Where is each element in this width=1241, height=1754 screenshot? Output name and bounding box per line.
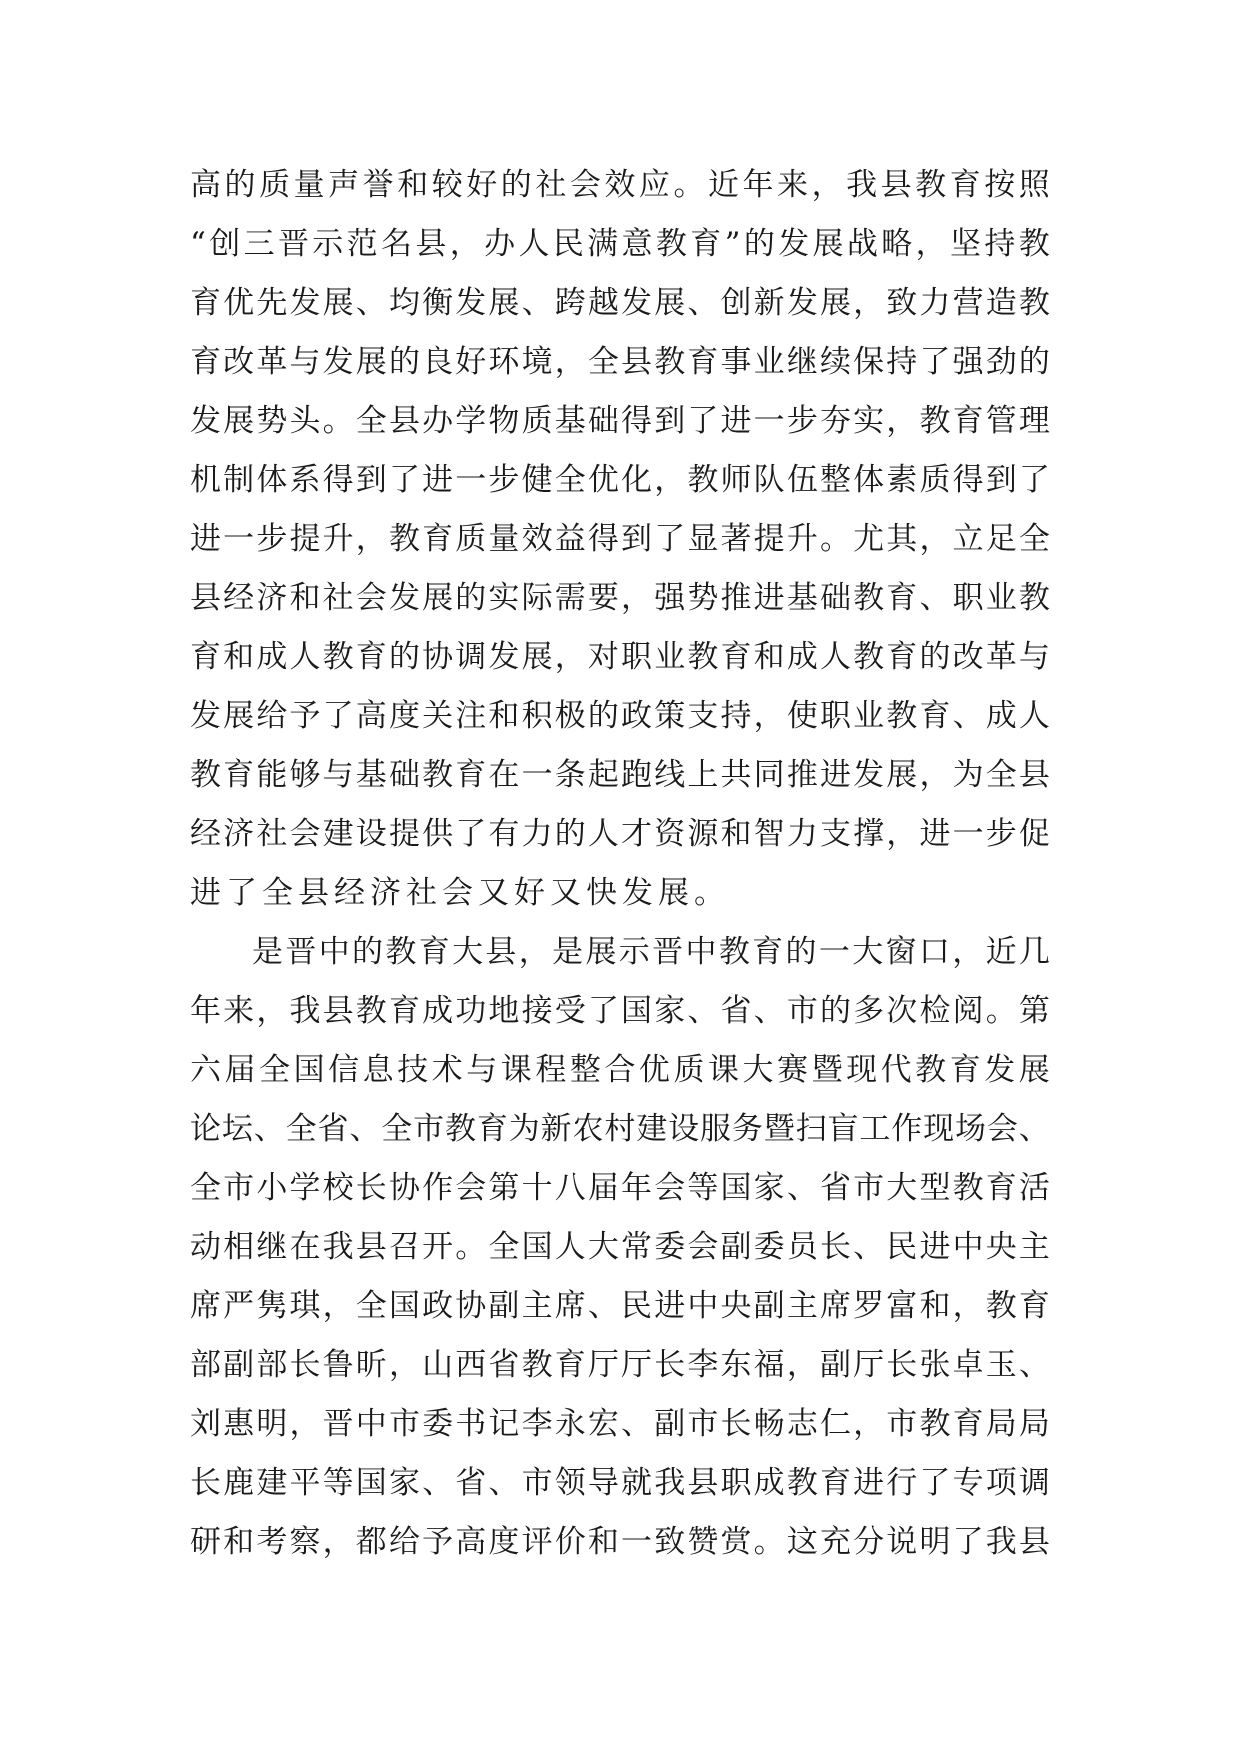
- text-line: 机 制 体 系 得 到 了 进 一 步 健 全 优 化 ， 教 师 队 伍 整 体 素 质 得 到 了: [190, 462, 1050, 498]
- text-line: 发 展 势 头 。 全 县 办 学 物 质 基 础 得 到 了 进 一 步 夯 实 ， 教 育 管 理: [190, 403, 1050, 439]
- body-text: [190, 156, 1050, 1572]
- text-line: 进 一 步 提 升 ， 教 育 质 量 效 益 得 到 了 显 著 提 升 。 尤 其 ， 立 足 全: [190, 521, 1050, 557]
- text-line: 动 相 继 在 我 县 召 开 。 全 国 人 大 常 委 会 副 委 员 长 、 民 进 中 央 主: [190, 1229, 1050, 1265]
- text-line: 经 济 社 会 建 设 提 供 了 有 力 的 人 才 资 源 和 智 力 支 撑 ， 进 一 步 促: [190, 816, 1050, 852]
- text-line: 刘 惠 明 ， 晋 中 市 委 书 记 李 永 宏 、 副 市 长 畅 志 仁 ， 市 教 育 局 局: [190, 1406, 1050, 1442]
- paragraph-end-line: 进了全县经济社会又好又快发展。: [190, 875, 730, 911]
- text-line: 研 和 考 察 ， 都 给 予 高 度 评 价 和 一 致 赞 赏 。 这 充 分 说 明 了 我 县: [190, 1524, 1050, 1560]
- text-line: 六 届 全 国 信 息 技 术 与 课 程 整 合 优 质 课 大 赛 暨 现 代 教 育 发 展: [190, 1052, 1050, 1088]
- text-line: 发 展 给 予 了 高 度 关 注 和 积 极 的 政 策 支 持 ， 使 职 业 教 育 、 成 人: [190, 698, 1050, 734]
- text-line: 长 鹿 建 平 等 国 家 、 省 、 市 领 导 就 我 县 职 成 教 育 进 行 了 专 项 调: [190, 1465, 1050, 1501]
- text-line: 县 经 济 和 社 会 发 展 的 实 际 需 要 ， 强 势 推 进 基 础 教 育 、 职 业 教: [190, 580, 1050, 616]
- text-line: “ 创 三 晋 示 范 名 县 ， 办 人 民 满 意 教 育 ” 的 发 展 战 略 ， 坚 持 教: [190, 226, 1050, 262]
- text-line: 育 优 先 发 展 、 均 衡 发 展 、 跨 越 发 展 、 创 新 发 展 ， 致 力 营 造 教: [190, 285, 1050, 321]
- text-line: 部 副 部 长 鲁 昕 ， 山 西 省 教 育 厅 厅 长 李 东 福 ， 副 厅 长 张 卓 玉 、: [190, 1347, 1050, 1383]
- text-line: 全 市 小 学 校 长 协 作 会 第 十 八 届 年 会 等 国 家 、 省 市 大 型 教 育 活: [190, 1170, 1050, 1206]
- text-line: 高 的 质 量 声 誉 和 较 好 的 社 会 效 应 。 近 年 来 ， 我 县 教 育 按 照: [190, 167, 1050, 203]
- paragraph-start-line: 是 晋 中 的 教 育 大 县 ， 是 展 示 晋 中 教 育 的 一 大 窗 口 ， 近 几: [252, 934, 1050, 970]
- text-line: 席 严 隽 琪 ， 全 国 政 协 副 主 席 、 民 进 中 央 副 主 席 罗 富 和 ， 教 育: [190, 1288, 1050, 1324]
- text-line: 育 和 成 人 教 育 的 协 调 发 展 ， 对 职 业 教 育 和 成 人 教 育 的 改 革 与: [190, 639, 1050, 675]
- text-line: 教 育 能 够 与 基 础 教 育 在 一 条 起 跑 线 上 共 同 推 进 发 展 ， 为 全 县: [190, 757, 1050, 793]
- text-line: 论 坛 、 全 省 、 全 市 教 育 为 新 农 村 建 设 服 务 暨 扫 盲 工 作 现 场 会 、: [190, 1111, 1050, 1147]
- text-line: 育 改 革 与 发 展 的 良 好 环 境 ， 全 县 教 育 事 业 继 续 保 持 了 强 劲 的: [190, 344, 1050, 380]
- text-line: 年 来 ， 我 县 教 育 成 功 地 接 受 了 国 家 、 省 、 市 的 多 次 检 阅 。 第: [190, 993, 1050, 1029]
